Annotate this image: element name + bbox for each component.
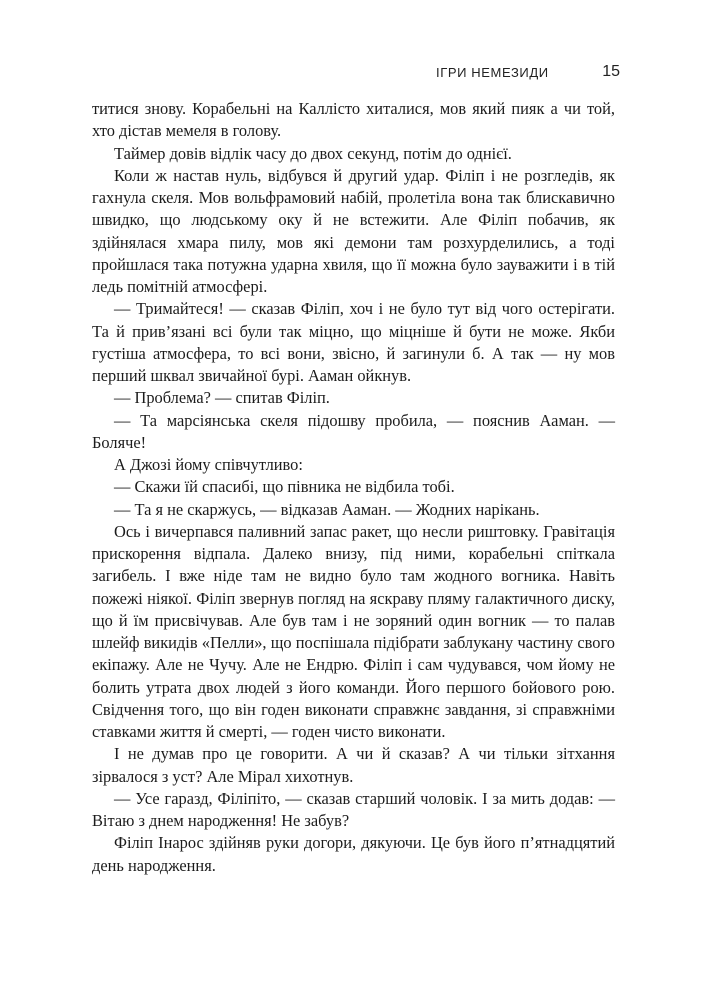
paragraph: Ось і вичерпався паливний запас ракет, що несли риштовку. Гравітація прискорення відпала. Далеко внизу, під ними, корабельні спіткала загибель. І вже ніде там не видно було там жодного вогника. Навіть пожежі ніякої. Філіп звернув погляд на яскраву пляму галактичного диску, що й їм присвічував. Але був там і не зоряний один вогник — то палав шлейф викидів «Пелли», що поспішала підібрати заблукану частину свого екіпажу. Але не Чучу. Але не Ендрю. Філіп і сам чудувався, чом йому не болить утрата двох людей з його команди. Його першого бойового рою. Свідчення того, що він годен виконати справжнє завдання, зі справжніми ставками життя й смерті, — годен чисто виконати. (92, 521, 615, 741)
paragraph: — Усе гаразд, Філіпіто, — сказав старший чоловік. І за мить додав: — Вітаю з днем народження! Не забув? (92, 788, 615, 830)
paragraph: Коли ж настав нуль, відбувся й другий удар. Філіп і не розгледів, як гахнула скеля. Мов вольфрамовий набій, пролетіла вона так блискавично швидко, що людському оку й не встежити. Але Філіп побачив, як здійнялася хмара пилу, мов які демони там розхурделились, а тоді пройшлася така потужна ударна хвиля, що її можна було зауважити і в тій ледь помітній атмосфері. (92, 165, 615, 296)
paragraph: Філіп Інарос здійняв руки догори, дякуючи. Це був його п’ятнадцятий день народження. (92, 833, 615, 875)
paragraph: І не думав про це говорити. А чи й сказав? А чи тільки зітхання зірвалося з уст? Але Мірал хихотнув. (92, 744, 615, 786)
paragraph: титися знову. Корабельні на Каллісто хиталися, мов який пияк а чи той, хто дістав мемеля в голову. (92, 99, 615, 141)
paragraph: — Тримайтеся! — сказав Філіп, хоч і не було тут від чого остерігати. Та й прив’язані всі були так міцно, що міцніше й бути не може. Якби густіша атмосфера, то всі вони, звісно, й загинули б. А так — ну мов перший шквал звичайної бурі. Ааман ойкнув. (92, 299, 615, 385)
paragraph: Таймер довів відлік часу до двох секунд, потім до однієї. (114, 143, 512, 163)
paragraph: — Та я не скаржусь, — відказав Ааман. — Жодних нарікань. (114, 499, 540, 519)
paragraph: А Джозі йому співчутливо: (114, 455, 303, 474)
running-head (436, 61, 620, 83)
paragraph: — Скажи їй спасибі, що півника не відбила тобі. (114, 477, 455, 497)
paragraph: — Та марсіянська скеля підошву пробила, — пояснив Ааман. — Боляче! (92, 410, 615, 452)
paragraph: — Проблема? — спитав Філіп. (114, 388, 330, 408)
body-text (92, 98, 615, 877)
page-number: 15 (602, 63, 620, 80)
running-title: ІГРИ НЕМЕЗИДИ (436, 64, 549, 80)
